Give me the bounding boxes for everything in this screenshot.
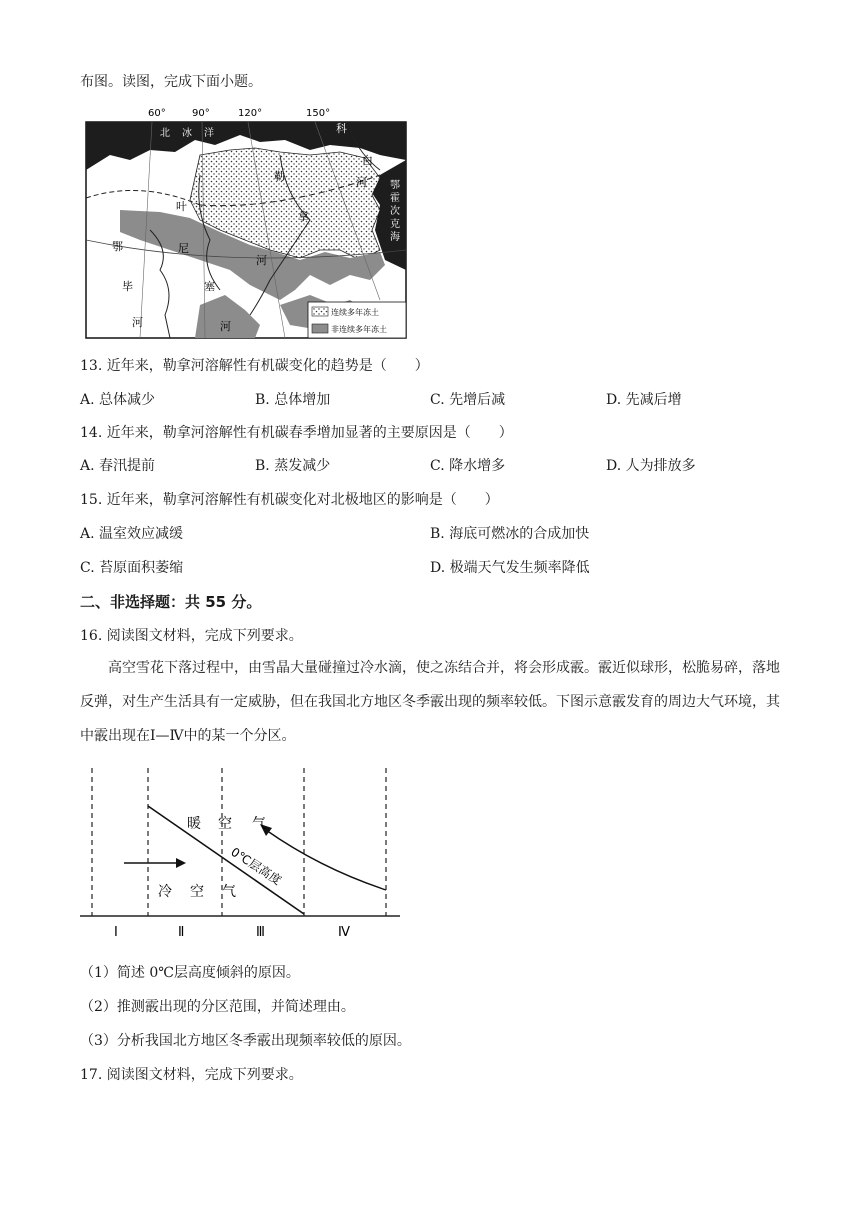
lon-label-90: 90° xyxy=(192,108,210,119)
ob-bi-label: 毕 xyxy=(122,280,133,293)
legend-discontinuous-label: 非连续多年冻土 xyxy=(331,325,387,334)
lena-he-label: 河 xyxy=(256,254,267,267)
q14-option-c[interactable]: C. 降水增多 xyxy=(430,458,506,474)
zero-degree-layer-label: 0℃层高度 xyxy=(228,844,284,888)
legend-swatch-continuous xyxy=(312,307,328,316)
hail-atmosphere-diagram xyxy=(80,768,400,948)
zone-3-label: Ⅲ xyxy=(256,925,265,940)
yenisei-sai-label: 塞 xyxy=(204,280,215,293)
warm-air-arrow xyxy=(266,830,386,890)
q13-option-b[interactable]: B. 总体增加 xyxy=(255,392,331,408)
okhotsk-label-4: 克 xyxy=(390,219,400,230)
intro-line: 布图。读图，完成下面小题。 xyxy=(80,74,262,90)
kolyma-label: 科 xyxy=(336,122,347,135)
question-17-heading: 17. 阅读图文材料，完成下列要求。 xyxy=(80,1067,303,1083)
lena-le-label: 勒 xyxy=(274,170,285,183)
okhotsk-label-1: 鄂 xyxy=(390,180,400,191)
question-16-heading: 16. 阅读图文材料，完成下列要求。 xyxy=(80,628,303,644)
q15-option-d[interactable]: D. 极端天气发生频率降低 xyxy=(430,560,590,576)
arctic-ocean-label-2: 冰 xyxy=(182,128,192,139)
lon-label-60: 60° xyxy=(148,108,166,119)
cold-air-char-3: 气 xyxy=(222,884,236,900)
q13-option-d[interactable]: D. 先减后增 xyxy=(606,392,682,408)
section-2-heading: 二、非选择题：共 55 分。 xyxy=(80,593,262,611)
warm-air-char-2: 空 xyxy=(218,816,232,832)
question-13-stem: 13. 近年来，勒拿河溶解性有机碳变化的趋势是（ ） xyxy=(80,358,429,374)
legend-continuous-label: 连续多年冻土 xyxy=(331,308,379,317)
zone-2-label: Ⅱ xyxy=(178,925,185,940)
river-a-label: 河 xyxy=(356,176,367,189)
arctic-ocean-label-3: 洋 xyxy=(204,128,214,139)
cold-air-char-2: 空 xyxy=(190,884,204,900)
question-16-material: 高空雪花下落过程中，由雪晶大量碰撞过冷水滴，使之冻结合并，将会形成霰。霰近似球形，松脆易碎，落地反弹，对生产生活具有一定威胁，但在我国北方地区冬季霰出现的频率较低。下图示意霰发育的周边大气环境，其中霰出现在Ⅰ—Ⅳ中的某一个分区。 xyxy=(80,660,780,744)
warm-air-char-1: 暖 xyxy=(187,816,201,832)
ob-e-label: 鄂 xyxy=(112,240,123,253)
yenisei-ni-label: 尼 xyxy=(178,242,189,255)
q15-option-a[interactable]: A. 温室效应减缓 xyxy=(80,526,184,542)
yenisei-ye-label: 叶 xyxy=(176,200,187,213)
lon-label-150: 150° xyxy=(306,108,331,119)
question-15-stem: 15. 近年来，勒拿河溶解性有机碳变化对北极地区的影响是（ ） xyxy=(80,492,499,508)
white-label: 白 xyxy=(362,154,373,167)
q16-sub-question-3: （3）分析我国北方地区冬季霰出现频率较低的原因。 xyxy=(80,1033,411,1049)
q14-option-b[interactable]: B. 蒸发减少 xyxy=(255,458,331,474)
q14-option-d[interactable]: D. 人为排放多 xyxy=(606,458,696,474)
zone-4-label: Ⅳ xyxy=(338,925,350,940)
lena-na-label: 拿 xyxy=(298,210,309,223)
question-14-stem: 14. 近年来，勒拿河溶解性有机碳春季增加显著的主要原因是（ ） xyxy=(80,425,513,441)
q15-option-c[interactable]: C. 苔原面积萎缩 xyxy=(80,560,184,576)
okhotsk-label-3: 次 xyxy=(390,206,400,217)
legend-swatch-discontinuous xyxy=(312,324,328,333)
lon-label-120: 120° xyxy=(238,108,263,119)
arctic-ocean-label-1: 北 xyxy=(160,128,170,139)
q16-sub-question-1: （1）简述 0℃层高度倾斜的原因。 xyxy=(80,965,300,981)
warm-air-char-3: 气 xyxy=(252,816,266,832)
ob-he-label: 河 xyxy=(132,316,143,329)
okhotsk-label-2: 霍 xyxy=(390,193,400,204)
q13-option-c[interactable]: C. 先增后减 xyxy=(430,392,506,408)
cold-air-char-1: 冷 xyxy=(158,884,172,900)
okhotsk-label-5: 海 xyxy=(390,232,400,243)
amur-he-label: 河 xyxy=(220,320,231,333)
permafrost-map xyxy=(80,100,412,340)
q16-sub-question-2: （2）推测霰出现的分区范围，并简述理由。 xyxy=(80,999,355,1015)
q15-option-b[interactable]: B. 海底可燃冰的合成加快 xyxy=(430,526,590,542)
zone-1-label: Ⅰ xyxy=(114,925,118,940)
q13-option-a[interactable]: A. 总体减少 xyxy=(80,392,156,408)
q14-option-a[interactable]: A. 春汛提前 xyxy=(80,458,156,474)
